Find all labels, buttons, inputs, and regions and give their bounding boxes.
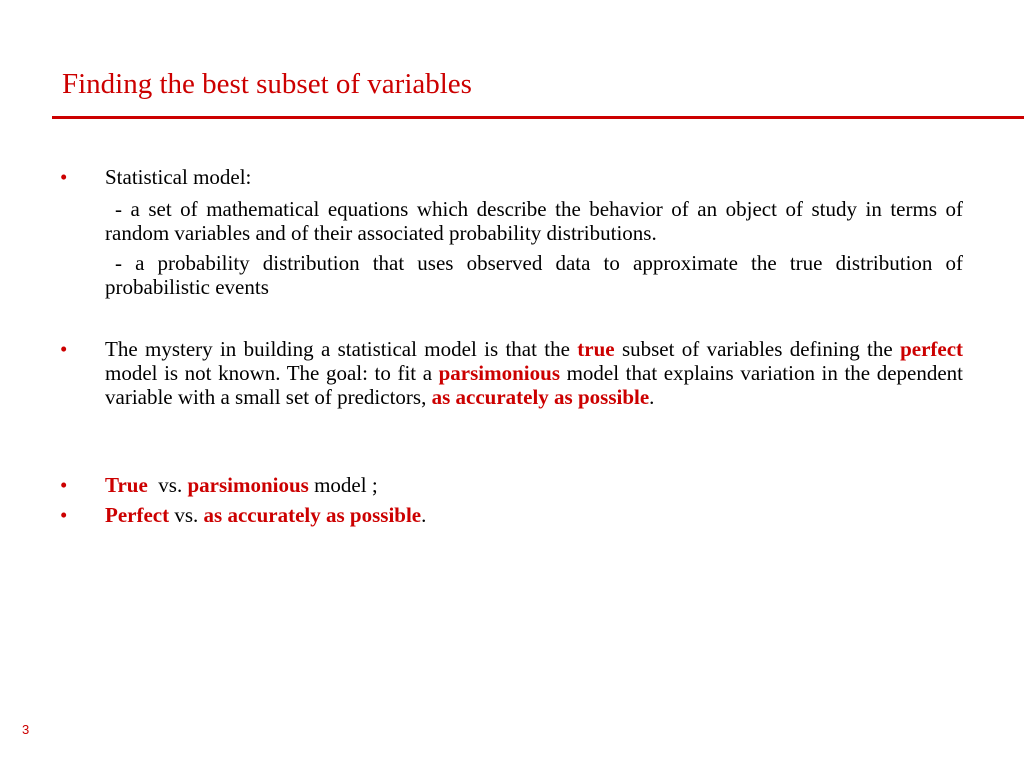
bullet-mystery <box>105 337 963 409</box>
highlight-true: true <box>577 337 615 361</box>
slide-title: Finding the best subset of variables <box>62 68 472 100</box>
highlight-as-accurately: as accurately as possible <box>203 503 422 527</box>
bullet-marker: • <box>60 337 68 361</box>
page-number: 3 <box>22 722 30 737</box>
text-run: The mystery in building a statistical model is that the <box>105 337 578 361</box>
bullet-statistical-model: Statistical model: <box>105 165 252 189</box>
highlight-parsimonious: parsimonious <box>187 473 309 497</box>
highlight-true: True <box>105 473 148 497</box>
highlight-as-accurately: as accurately as possible <box>431 385 650 409</box>
bullet-marker: • <box>60 165 68 189</box>
bullet-true-vs-parsimonious <box>105 473 963 497</box>
text-run: . <box>649 385 655 409</box>
text-run: vs. <box>147 473 188 497</box>
text-run: subset of variables defining the <box>614 337 901 361</box>
bullet-perfect-vs-accurate <box>105 503 963 527</box>
text-run: model is not known. The goal: to fit a <box>105 361 439 385</box>
highlight-perfect: perfect <box>900 337 964 361</box>
highlight-perfect: Perfect <box>105 503 170 527</box>
bullet-marker: • <box>60 503 68 527</box>
definition-probability <box>105 251 963 299</box>
text-run: model ; <box>308 473 378 497</box>
definition-equations <box>105 197 963 245</box>
definition-equations-text: - a set of mathematical equations which describe the behavior of an object of study in terms of random variables and of their associated probability distributions. <box>105 197 963 245</box>
text-run: model that explains variation in the dependent variable with a small set of predictors, <box>105 361 964 409</box>
text-run: vs. <box>169 503 204 527</box>
highlight-parsimonious: parsimonious <box>438 361 560 385</box>
bullet-marker: • <box>60 473 68 497</box>
text-run: . <box>421 503 427 527</box>
definition-probability-text: - a probability distribution that uses observed data to approximate the true distribution of probabilistic events <box>105 251 963 299</box>
